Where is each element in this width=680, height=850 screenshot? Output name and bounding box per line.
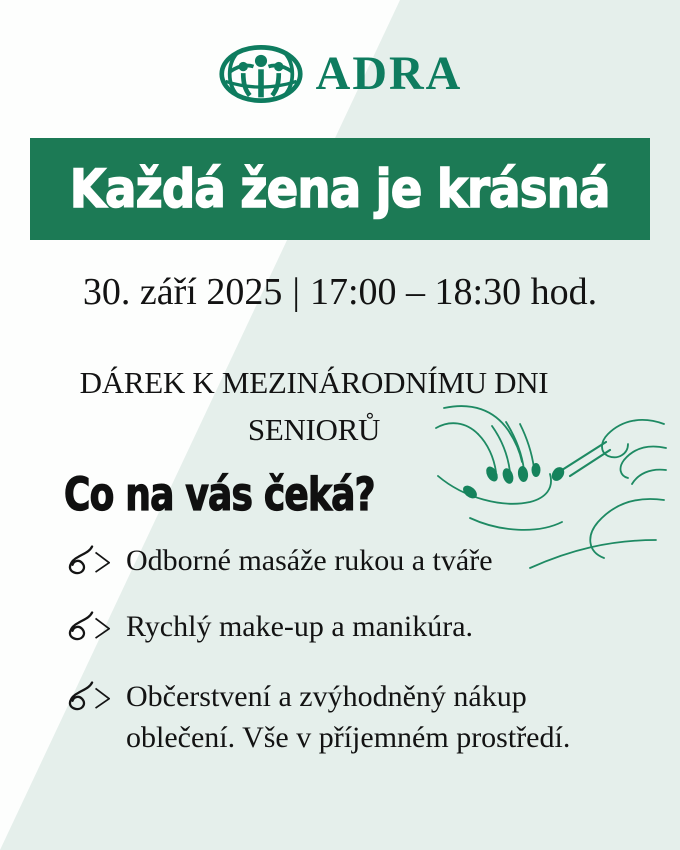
event-time: 17:00 – 18:30 hod. xyxy=(309,271,598,313)
adra-logo xyxy=(0,44,680,104)
list-item-text: Občerstvení a zvýhodněný nákup oblečení. Vše v příjemném prostředí. xyxy=(126,680,571,755)
list-item-text: Odborné masáže rukou a tváře xyxy=(126,544,493,577)
poster-title: Každá žena je krásná xyxy=(70,158,610,220)
date-time-line xyxy=(0,270,680,314)
adra-wordmark: ADRA xyxy=(315,47,463,100)
subtitle-line-1: DÁREK K MEZINÁRODNÍMU DNI xyxy=(79,365,549,400)
list-item xyxy=(64,540,493,585)
polish-drop-arrow-icon xyxy=(64,678,110,721)
list-item xyxy=(64,676,631,759)
section-heading: Co na vás čeká? xyxy=(64,468,375,521)
list-item-text: Rychlý make-up a manikúra. xyxy=(126,610,474,643)
subtitle-line-2: SENIORŮ xyxy=(247,411,381,447)
date-time-separator: | xyxy=(292,271,300,313)
adra-globe-icon xyxy=(218,44,304,104)
polish-drop-arrow-icon xyxy=(64,608,110,651)
polish-drop-arrow-icon xyxy=(64,542,110,585)
event-date: 30. září 2025 xyxy=(82,271,283,313)
list-item xyxy=(64,606,473,651)
title-banner xyxy=(30,138,650,240)
